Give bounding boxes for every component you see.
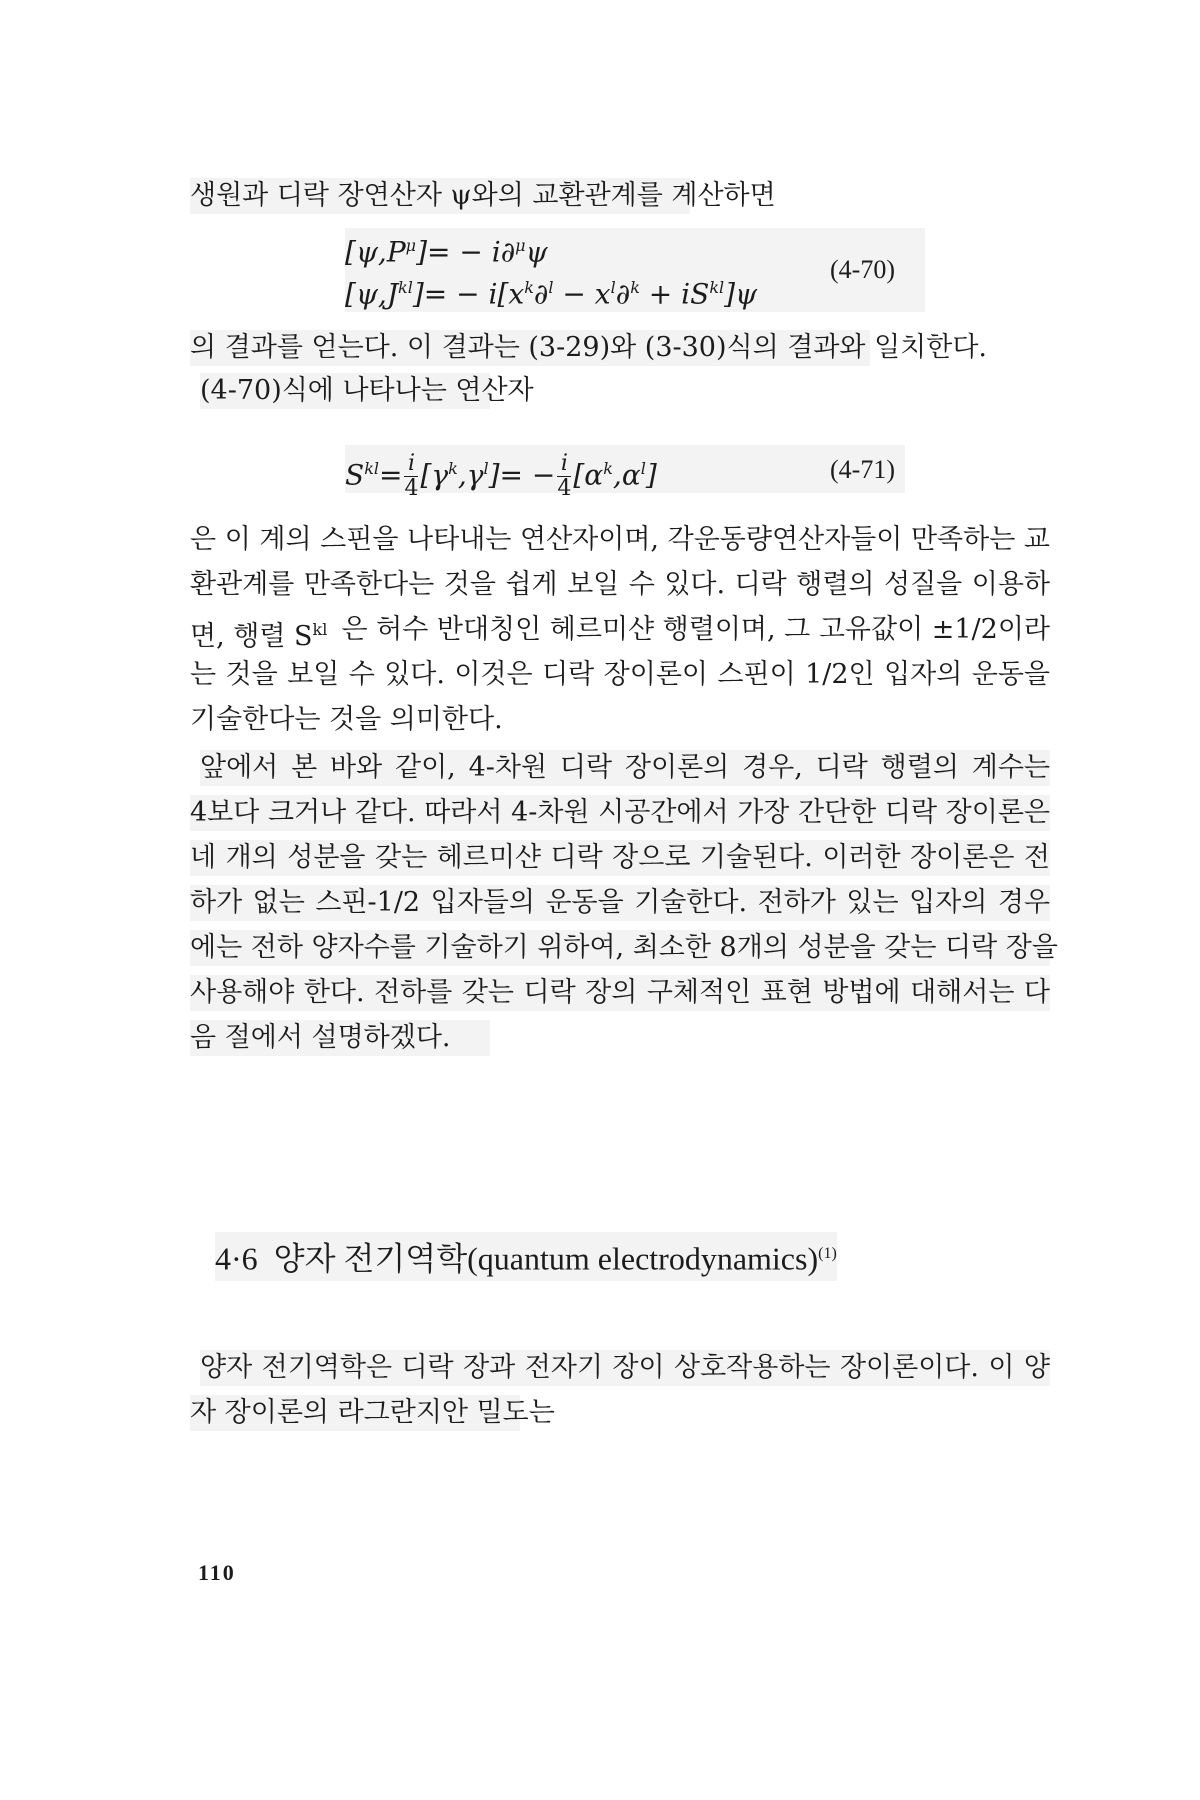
section-heading bbox=[215, 1232, 837, 1281]
page-number: 110 bbox=[198, 1560, 236, 1585]
paragraph-2-line-2: 4보다 크거나 같다. 따라서 4-차원 시공간에서 가장 간단한 디락 장이론은 bbox=[190, 795, 1050, 831]
paragraph-1-line-3 bbox=[190, 612, 1050, 655]
equation-number-4-70: (4-70) bbox=[830, 255, 895, 284]
equation-4-70-line2: $[\psi,J^{kl}]= - i[x^k\partial^l - x^l\partial^k + iS^{kl}]\psi$ bbox=[345, 270, 925, 312]
paragraph-1-line-2: 환관계를 만족한다는 것을 쉽게 보일 수 있다. 디락 행렬의 성질을 이용하 bbox=[190, 569, 1050, 600]
skl-superscript: kl bbox=[312, 620, 328, 639]
paragraph-1-line-3-start: 면, 행렬 S bbox=[190, 621, 313, 652]
equation-4-71: $S^{kl}=$ $\frac{i}{4}$ $[\gamma^k,\gamma^l]=$ − $\frac{i}{4}$ $[\alpha^k,\alpha^l]$ bbox=[345, 445, 905, 493]
intro-line: 생원과 디락 장연산자 ψ와의 교환관계를 계산하면 bbox=[190, 178, 690, 214]
operator-intro: (4-70)식에 나타나는 연산자 bbox=[200, 373, 490, 409]
paragraph-3-line-1: 양자 전기역학은 디락 장과 전자기 장이 상호작용하는 장이론이다. 이 양 bbox=[200, 1350, 1050, 1386]
paragraph-1-line-5: 기술한다는 것을 의미한다. bbox=[190, 704, 503, 735]
paragraph-2-line-1: 앞에서 본 바와 같이, 4-차원 디락 장이론의 경우, 디락 행렬의 계수는 bbox=[200, 750, 1050, 786]
equation-4-70-line1: $[\psi,P^\mu]= - i\partial^\mu\psi$ bbox=[345, 228, 925, 270]
paragraph-1-line-1: 은 이 계의 스핀을 나타내는 연산자이며, 각운동량연산자들이 만족하는 교 bbox=[190, 524, 1050, 555]
paragraph-3-line-2: 자 장이론의 라그란지안 밀도는 bbox=[190, 1395, 520, 1431]
paragraph-2-line-5: 에는 전하 양자수를 기술하기 위하여, 최소한 8개의 성분을 갖는 디락 장을 bbox=[190, 930, 1050, 966]
paragraph-1-line-3-rest: 은 허수 반대칭인 헤르미샨 행렬이며, 그 고유값이 ±1/2이라 bbox=[341, 614, 1050, 645]
paragraph-2-line-4: 하가 없는 스핀-1/2 입자들의 운동을 기술한다. 전하가 있는 입자의 경우 bbox=[190, 885, 1050, 921]
footnote-ref: (1) bbox=[818, 1245, 837, 1262]
section-number: 4·6 bbox=[215, 1240, 258, 1277]
paragraph-2-line-6: 사용해야 한다. 전하를 갖는 디락 장의 구체적인 표현 방법에 대해서는 다 bbox=[190, 975, 1050, 1011]
paragraph-2-line-3: 네 개의 성분을 갖는 헤르미샨 디락 장으로 기술된다. 이러한 장이론은 전 bbox=[190, 840, 1050, 876]
section-title: 양자 전기역학(quantum electrodynamics) bbox=[273, 1240, 819, 1277]
paragraph-1-line-4: 는 것을 보일 수 있다. 이것은 디락 장이론이 스핀이 1/2인 입자의 운동을 bbox=[190, 659, 1050, 690]
paragraph-2-line-7: 음 절에서 설명하겠다. bbox=[190, 1020, 490, 1056]
result-line: 의 결과를 얻는다. 이 결과는 (3-29)와 (3-30)식의 결과와 일치한다. bbox=[190, 330, 870, 366]
equation-number-4-71: (4-71) bbox=[830, 455, 895, 484]
